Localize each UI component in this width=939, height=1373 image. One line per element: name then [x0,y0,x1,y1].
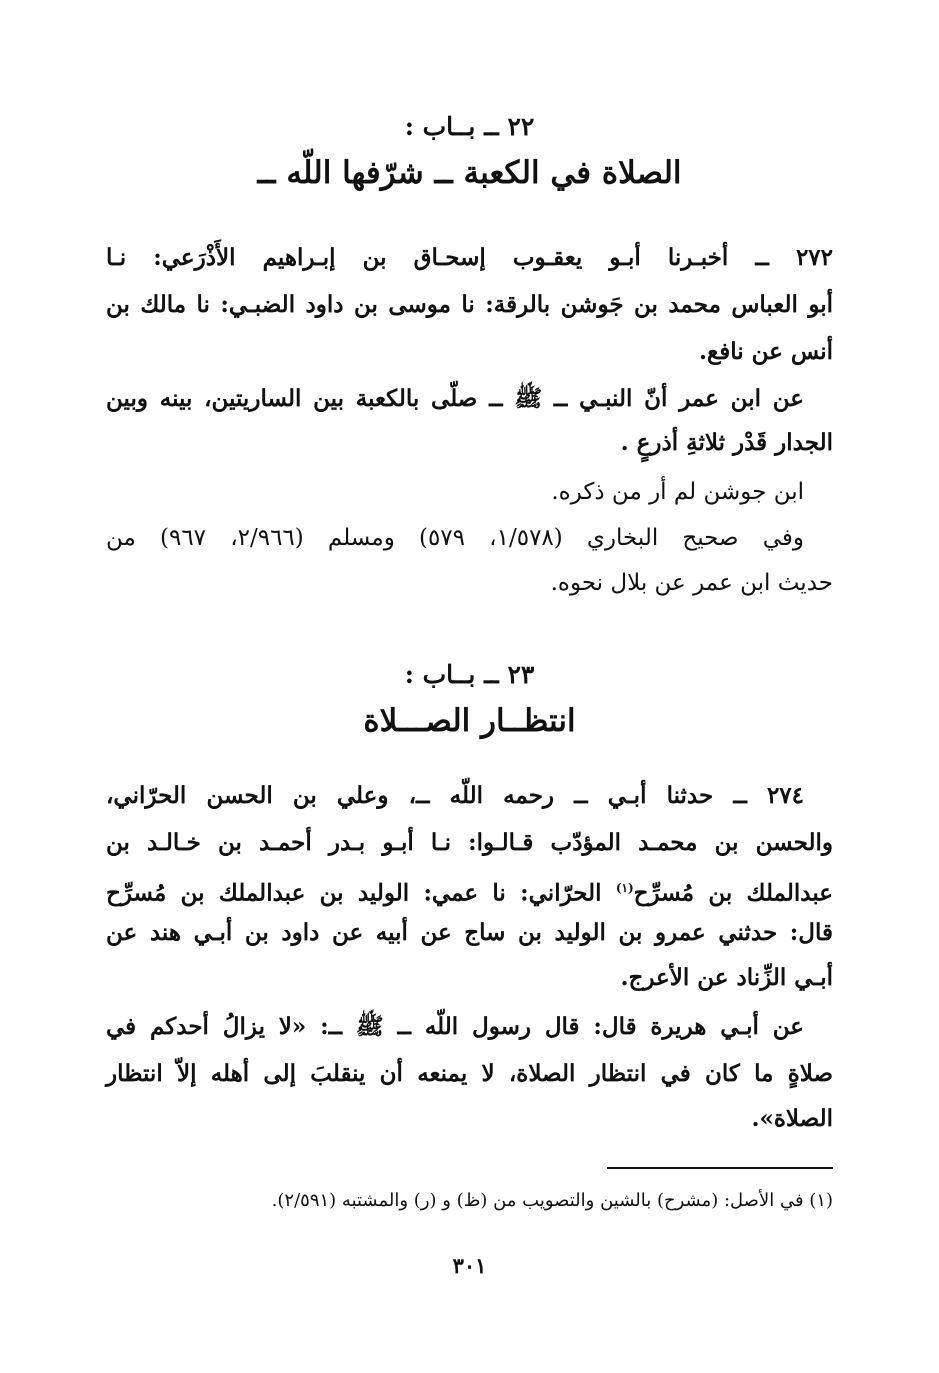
hadith-272-matn-line-2: الجدار قَدْر ثلاثةِ أذرعٍ . [620,429,833,456]
chapter-23-label: ٢٣ ــ بــاب : [404,660,535,689]
chapter-22-label: ٢٢ ــ بــاب : [404,112,535,141]
hadith-274-matn-line-2: صلاةٍ ما كان في انتظار الصلاة، لا يمنعه أن ينقلبَ إلى أهله إلاّ انتظار [106,1060,833,1087]
footnote-separator [607,1167,833,1169]
page-number: ٣٠١ [452,1253,487,1278]
chapter-23-title: انتظــار الصـــلاة [363,703,576,739]
hadith-274-line-3 [106,873,833,909]
hadith-274-line-5: أبـي الزِّناد عن الأعرج. [620,964,833,991]
hadith-274-line-3-end: الحرّاني: نا عمي: الوليد بن عبدالملك بن مُسرِّح [106,879,602,907]
hadith-272-line-3: أنس عن نافع. [698,338,833,365]
footnote-1: (١) في الأصل: (مشرح) بالشين والتصويب من (ظ) و (ر) والمشتبه (٢/٥٩١). [271,1190,833,1211]
hadith-272-takhrij-line-2: حديث ابن عمر عن بلال نحوه. [550,570,833,596]
hadith-274-matn-line-1: عن أبـي هريرة قال: قال رسول اللّه ــ ﷺ ــ: «لا يزالُ أحدكم في [106,1013,804,1040]
footnote-marker: (١) [615,881,634,895]
chapter-22-title: الصلاة في الكعبة ــ شرّفها اللّه ــ [257,155,682,191]
hadith-272-matn-line-1: عن ابن عمر أنّ النبـي ــ ﷺ ــ صلّى بالكعبة بين الساريتين، بينه وبين [106,385,804,412]
hadith-274-line-4: قال: حدثني عمرو بن الوليد بن ساج عن أبيه عن داود بن أبـي هند عن [106,919,833,946]
hadith-274-line-1: ٢٧٤ ــ حدثنا أبـي ــ رحمه اللّه ــ، وعلي بن الحسن الحرّاني، [106,782,804,809]
hadith-272-comment: ابن جوشن لم أر من ذكره. [551,479,804,505]
hadith-274-matn-line-3: الصلاة». [751,1105,833,1132]
hadith-272-line-1: ٢٧٢ ــ أخبـرنا أبـو يعقـوب إسحـاق بن إبـراهيم الأَذْرَعي: نـا [106,244,833,271]
hadith-274-line-3-start: عبدالملك بن مُسرِّح [633,879,833,907]
hadith-274-line-2: والحسن بن محمـد المؤدّب قـالـوا: نـا أبـو بـدر أحمـد بن خـالـد بن [106,829,833,856]
hadith-272-takhrij-line-1: وفي صحيح البخاري (١/٥٧٨، ٥٧٩) ومسلم (٢/٩٦٦، ٩٦٧) من [106,525,804,551]
hadith-272-line-2: أبو العباس محمد بن جَوشن بالرقة: نا موسى بن داود الضبـي: نا مالك بن [106,291,833,318]
